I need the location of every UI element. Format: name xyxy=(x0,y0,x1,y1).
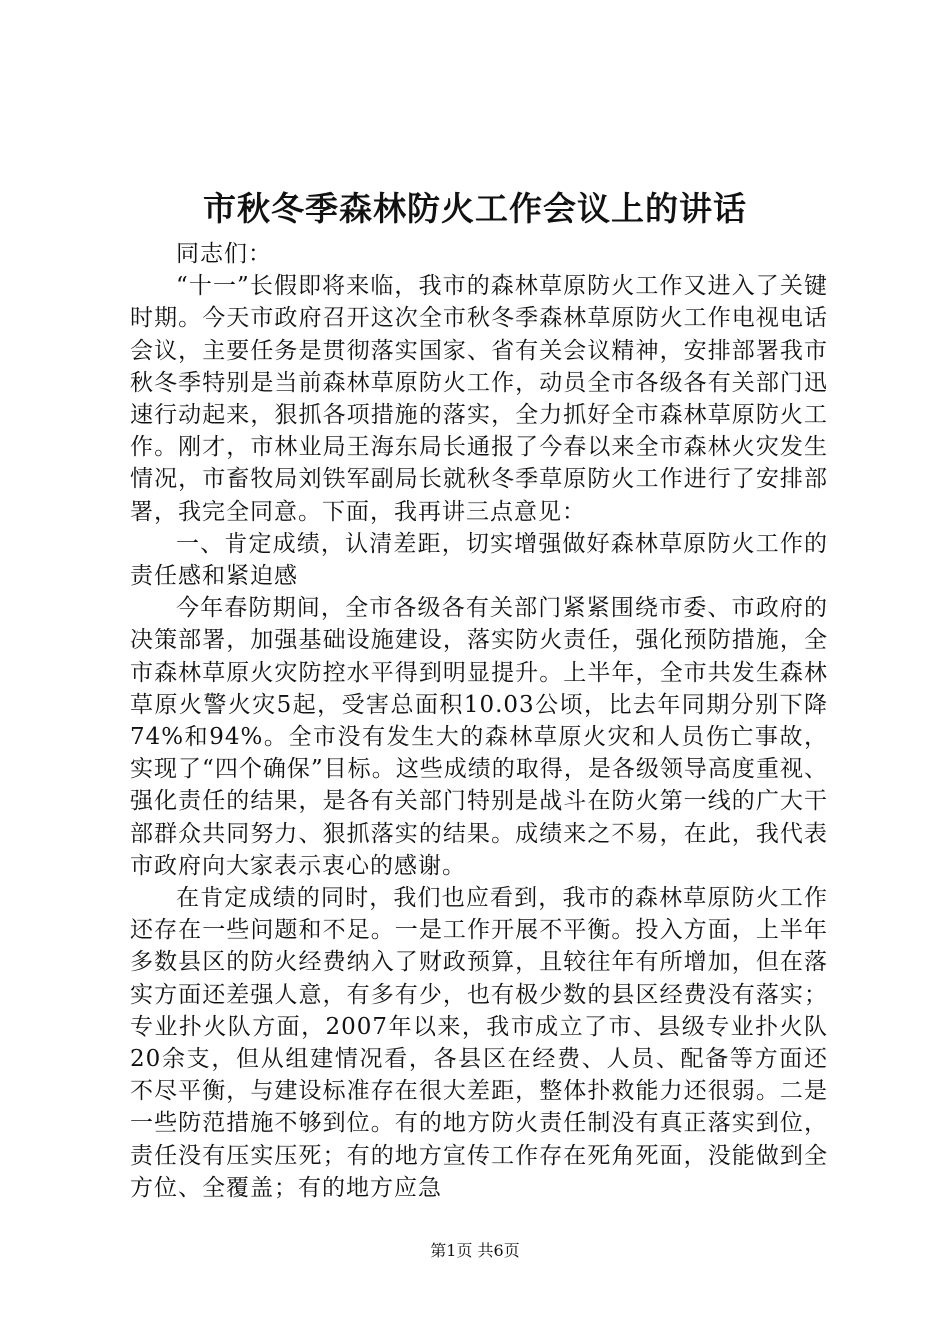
document-body xyxy=(130,238,828,1204)
page-footer: 第1页 共6页 xyxy=(430,1241,520,1260)
intro-paragraph: “十一”长假即将来临，我市的森林草原防火工作又进入了关键时期。今天市政府召开这次全市秋冬季森林草原防火工作电视电话会议，主要任务是贯彻落实国家、省有关会议精神，安排部署我市秋冬季特别是当前森林草原防火工作，动员全市各级各有关部门迅速行动起来，狠抓各项措施的落实，全力抓好全市森林草原防火工作。刚才，市林业局王海东局长通报了今春以来全市森林火灾发生情况，市畜牧局刘铁军副局长就秋冬季草原防火工作进行了安排部署，我完全同意。下面，我再讲三点意见： xyxy=(130,273,828,525)
document-title: 市秋冬季森林防火工作会议上的讲话 xyxy=(203,189,747,228)
achievements-paragraph: 今年春防期间，全市各级各有关部门紧紧围绕市委、市政府的决策部署，加强基础设施建设，落实防火责任，强化预防措施，全市森林草原火灾防控水平得到明显提升。上半年，全市共发生森林草原火警火灾5起，受害总面积10.03公顷，比去年同期分别下降74%和94%。全市没有发生大的森林草原火灾和人员伤亡事故，实现了“四个确保”目标。这些成绩的取得，是各级领导高度重视、强化责任的结果，是各有关部门特别是战斗在防火第一线的广大干部群众共同努力、狠抓落实的结果。成绩来之不易，在此，我代表市政府向大家表示衷心的感谢。 xyxy=(130,595,828,879)
problems-paragraph: 在肯定成绩的同时，我们也应看到，我市的森林草原防火工作还存在一些问题和不足。一是工作开展不平衡。投入方面，上半年多数县区的防火经费纳入了财政预算，且较往年有所增加，但在落实方面还差强人意，有多有少，也有极少数的县区经费没有落实；专业扑火队方面，2007年以来，我市成立了市、县级专业扑火队20余支，但从组建情况看，各县区在经费、人员、配备等方面还不尽平衡，与建设标准存在很大差距，整体扑救能力还很弱。二是一些防范措施不够到位。有的地方防火责任制没有真正落实到位，责任没有压实压死；有的地方宣传工作存在死角死面，没能做到全方位、全覆盖；有的地方应急 xyxy=(130,885,828,1201)
salutation-paragraph: 同志们： xyxy=(176,241,272,267)
section-heading-1: 一、肯定成绩，认清差距，切实增强做好森林草原防火工作的责任感和紧迫感 xyxy=(130,530,828,590)
